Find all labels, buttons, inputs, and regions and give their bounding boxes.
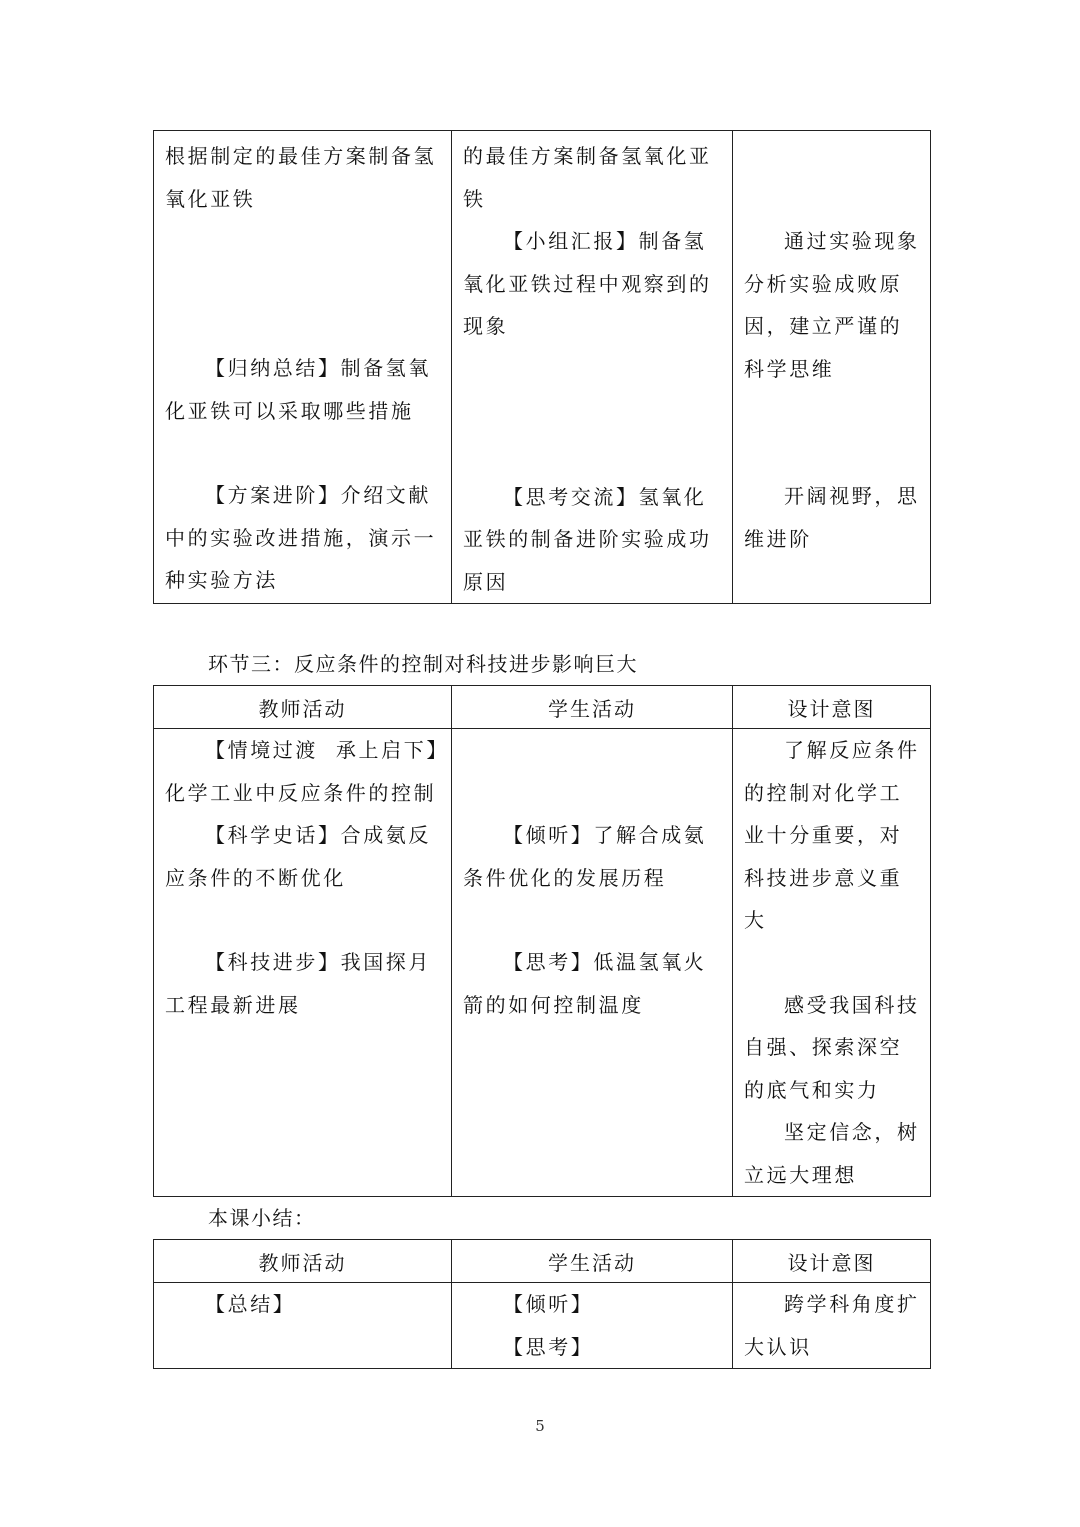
teacher-text-1: 【情境过渡 承上启下】化学工业中反应条件的控制 xyxy=(165,738,439,805)
student-activity-cell xyxy=(452,1283,733,1369)
design-text-1: 了解反应条件的控制对化学工业十分重要，对科技进步意义重大 xyxy=(744,738,920,932)
design-intent-cell xyxy=(733,1283,931,1369)
student-text-2: 【思考】 xyxy=(503,1334,594,1359)
student-text-2: 【小组汇报】制备氢氧化亚铁过程中观察到的现象 xyxy=(463,229,712,338)
teacher-text-2: 【科学史话】合成氨反应条件的不断优化 xyxy=(165,823,431,890)
header-student: 学生活动 xyxy=(452,1240,733,1283)
design-text-2: 感受我国科技自强、探索深空的底气和实力 xyxy=(744,992,920,1102)
header-design: 设计意图 xyxy=(733,1240,931,1283)
teacher-text-1: 【总结】 xyxy=(205,1292,296,1316)
teacher-text-2: 【归纳总结】制备氢氧化亚铁可以采取哪些措施 xyxy=(165,356,431,423)
design-text-1: 跨学科角度扩大认识 xyxy=(744,1292,920,1359)
student-text-1: 【倾听】了解合成氨条件优化的发展历程 xyxy=(463,823,707,890)
section-heading: 环节三：反应条件的控制对科技进步影响巨大 xyxy=(208,652,638,676)
student-text-3: 【思考交流】氢氧化亚铁的制备进阶实验成功原因 xyxy=(463,484,712,594)
teacher-activity-cell xyxy=(154,1283,452,1369)
table-continuation xyxy=(153,130,931,604)
design-intent-cell xyxy=(733,131,931,604)
teacher-text-3: 【科技进步】我国探月工程最新进展 xyxy=(165,950,431,1017)
student-text-1: 的最佳方案制备氢氧化亚铁 xyxy=(463,144,712,211)
summary-heading: 本课小结： xyxy=(208,1206,316,1230)
header-teacher: 教师活动 xyxy=(154,1240,452,1283)
teacher-text-3: 【方案进阶】介绍文献中的实验改进措施，演示一种实验方法 xyxy=(165,483,437,592)
student-text-1: 【倾听】 xyxy=(503,1292,594,1316)
design-text-3: 坚定信念，树立远大理想 xyxy=(744,1120,920,1187)
design-intent-cell xyxy=(733,729,931,1197)
student-activity-cell xyxy=(452,131,733,604)
teacher-activity-cell xyxy=(154,131,452,604)
header-design: 设计意图 xyxy=(733,686,931,729)
summary-table xyxy=(153,1239,931,1369)
design-text-1: 通过实验现象分析实验成败原因，建立严谨的科学思维 xyxy=(744,229,920,381)
design-text-2: 开阔视野，思维进阶 xyxy=(744,484,920,551)
section3-table xyxy=(153,685,931,1197)
student-activity-cell xyxy=(452,729,733,1197)
header-teacher: 教师活动 xyxy=(154,686,452,729)
header-student: 学生活动 xyxy=(452,686,733,729)
student-text-2: 【思考】低温氢氧火箭的如何控制温度 xyxy=(463,950,707,1017)
teacher-activity-cell xyxy=(154,729,452,1197)
teacher-text-1: 根据制定的最佳方案制备氢氧化亚铁 xyxy=(165,144,437,211)
page-number: 5 xyxy=(535,1417,545,1435)
